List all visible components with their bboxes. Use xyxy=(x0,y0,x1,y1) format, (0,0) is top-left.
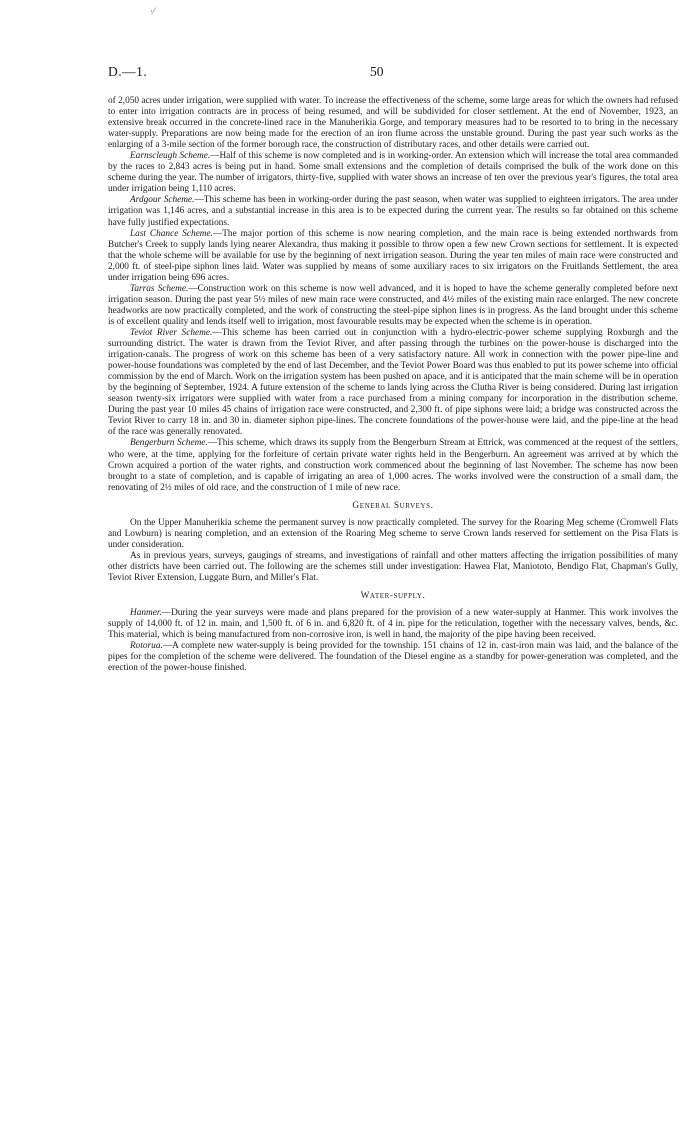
paragraph-text: —During the year surveys were made and plans prepared for the provision of a new water-supply at Hanmer. This work involves the supply of 14,000 ft. of 12 in. main, and 1,500 ft. of 6 in. and 6,820 ft. of 4 in. pipe for the reticulation, together with the necessary valves, bends, &c. This material, which is being manufactured from non-corrosive iron, is well in hand, the majority of the pipe having been received. xyxy=(108,608,678,641)
paragraph-lead: Rotorua. xyxy=(130,641,163,652)
paragraph xyxy=(108,151,678,195)
section-heading: Water-supply. xyxy=(360,591,426,602)
paragraph-text: As in previous years, surveys, gaugings of streams, and investigations of rainfall and other matters affecting the irrigation possibilities of many other districts have been carried out. The following are the schemes still under investigation: Hawea Flat, Maniototo, Bendigo Flat, Chapman's Gully, Teviot River Extension, Luggate Burn, and Miller's Flat. xyxy=(108,550,678,583)
page-header xyxy=(108,64,678,82)
paragraph-text: —This scheme has been in working-order during the past season, when water was supplied to eighteen irrigators. The area under irrigation was 1,146 acres, and a substantial increase in this area is to be expected during the current year. The results so far obtained on this scheme have fully justified expectations. xyxy=(108,195,679,228)
section-heading: General Surveys. xyxy=(352,500,434,511)
paragraph-text: of 2,050 acres under irrigation, were supplied with water. To increase the effectiveness of the scheme, some large areas for which the owners had refused to enter into irrigation contracts are in process of being resumed, and will be subdivided for closer settlement. At the end of November, 1923, an extensive break occurred in the concrete-lined race in the Manuherikia Gorge, and temporary measures had to be resorted to to bring in the necessary water-supply. Preparations are now being made for the erection of an iron flume across the unstable ground. During the past year such works as the enlarging of a 3-mile section of the former borough race, the construction of distributary races, and other details were carried out. xyxy=(108,96,678,151)
paragraph xyxy=(108,551,678,584)
paragraph xyxy=(108,518,678,551)
paragraph-lead: Teviot River Scheme. xyxy=(130,327,213,338)
paragraph-text: —Construction work on this scheme is now well advanced, and it is hoped to have the scheme generally completed before next irrigation season. During the past year 5½ miles of new main race were constructed, and 4½ miles of the existing main race enlarged. The new concrete headworks are now practically completed, and the work of constructing the steel-pipe siphon lines is in progress. As the land brought under this scheme is of excellent quality and lends itself well to irrigation, most favourable results may be expected when the scheme is in operation. xyxy=(108,283,678,327)
paragraph-lead: Earnscleugh Scheme. xyxy=(130,151,211,162)
paragraph-text: —The major portion of this scheme is now nearing completion, and the main race is being extended northwards from Butcher's Creek to supply lands lying nearer Alexandra, thus making it possible to throw open a few new Crown sections for settlement. It is expected that the whole scheme will be available for use by the beginning of next irrigation season. During the year ten miles of main race were constructed and 2,000 ft. of steel-pipe siphon lines laid. Water was supplied by means of some auxiliary races to six irrigators on the Fruitlands Settlement, the area under irrigation being 696 acres. xyxy=(108,228,678,283)
paragraph xyxy=(108,195,678,228)
paragraph xyxy=(108,96,678,151)
paragraph-text: —This scheme has been carried out in conjunction with a hydro-electric-power scheme supplying Roxburgh and the surrounding district. The water is drawn from the Teviot River, and after passing through the turbines on the power-house is discharged into the irrigation-canals. The progress of work on this scheme has been of a very satisfactory nature. All work in connection with the power pipe-line and power-house foundations was completed by the end of last December, and the Teviot Power Board was thus enabled to put its power scheme into official commission by the end of March. Work on the irrigation system has been pushed on apace, and it is anticipated that the main scheme will be in operation by the beginning of September, 1924. A future extension of the scheme to lands lying across the Clutha River is being considered. During last irrigation season twenty-six irrigators were supplied with water from a race purchased from a mining company for incorporation in the distribution scheme. During the past year 10 miles 45 chains of irrigation race were constructed, and 2,300 ft. of pipe siphons were laid; a bridge was constructed across the Teviot River to carry 18 in. and 30 in. diameter siphon pipe-lines. The concrete foundations of the power-house were laid, and the pipe-line at the head of the race was generally renovated. xyxy=(108,327,678,438)
page-body xyxy=(108,96,678,674)
paragraph xyxy=(108,229,678,284)
paragraph xyxy=(108,641,678,674)
paragraph-lead: Tarras Scheme. xyxy=(130,283,189,294)
paragraph xyxy=(108,284,678,328)
paragraph-lead: Hanmer. xyxy=(130,608,162,619)
paragraph-text: —A complete new water-supply is being provided for the township. 151 chains of 12 in. cast-iron main was laid, and the balance of the pipes for the completion of the scheme were delivered. The foundation of the Diesel engine as a standby for power-generation was completed, and the erection of the power-house finished. xyxy=(108,641,678,674)
paragraph-lead: Last Chance Scheme. xyxy=(130,228,213,239)
paragraph xyxy=(108,328,678,438)
page-number: 50 xyxy=(370,64,384,79)
paragraph-lead: Bengerburn Scheme. xyxy=(130,438,208,449)
document-reference: D.—1. xyxy=(108,64,148,79)
paragraph xyxy=(108,608,678,641)
stray-mark: ·⁄ xyxy=(150,6,155,16)
paragraph-text: —This scheme, which draws its supply from the Bengerburn Stream at Ettrick, was commenced at the request of the settlers, who were, at the time, applying for the forfeiture of certain private water rights held in the Bengerburn. An agreement was arrived at by which the Crown acquired a portion of the water rights, and construction work commenced about the beginning of last November. The scheme has now been brought to a state of completion, and is capable of irrigating an area of 1,000 acres. The works involved were the construction of a small dam, the renovating of 2½ miles of old race, and the construction of 1 mile of new race. xyxy=(108,438,679,493)
paragraph-text: —Half of this scheme is now completed and is in working-order. An extension which will increase the total area commanded by the races to 2,843 acres is being put in hand. Some small extensions and the completion of details comprised the bulk of the work done on this scheme during the year. The number of irrigators, thirty-five, supplied with water shows an increase of ten over the previous year's figures, the total area under irrigation being 1,110 acres. xyxy=(108,151,678,195)
paragraph-text: On the Upper Manuherikia scheme the permanent survey is now practically completed. The survey for the Roaring Meg scheme (Cromwell Flats and Lowburn) is nearing completion, and an extension of the Roaring Meg scheme to serve Crown lands reserved for settlement on the Pisa Flats is under consideration. xyxy=(108,517,678,550)
paragraph-lead: Ardgour Scheme. xyxy=(130,195,195,206)
paragraph xyxy=(108,438,678,493)
